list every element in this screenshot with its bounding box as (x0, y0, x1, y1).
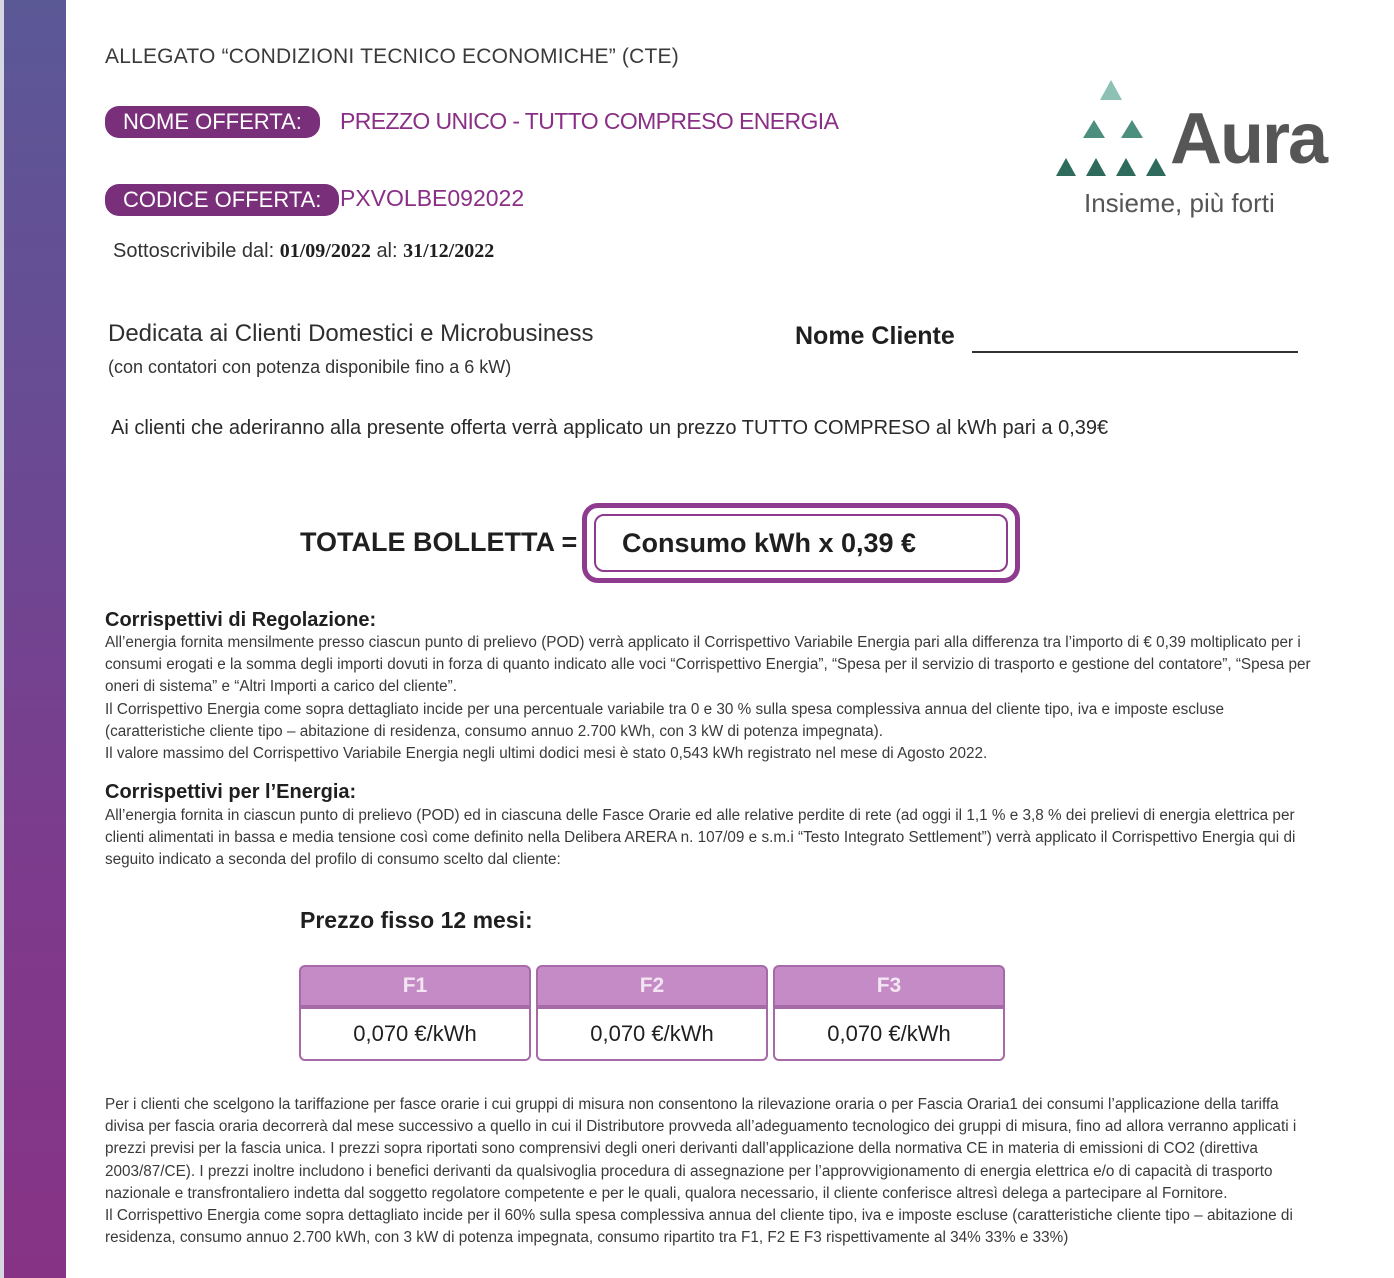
price-table-value-f3: 0,070 €/kWh (773, 1007, 1005, 1061)
regolazione-paragraph: Il valore massimo del Corrispettivo Variabile Energia negli ultimi dodici mesi è stato 0,543 kWh registrato nel mese di Agosto 2022. (105, 745, 988, 763)
totale-bolletta-label: TOTALE BOLLETTA = (300, 527, 578, 557)
regolazione-paragraph: Il Corrispettivo Energia come sopra dettagliato incide per una percentuale variabile tra 0 e 30 % sulla spesa complessiva annua del cliente tipo, iva e imposte escluse (caratteristiche cliente tipo – abitazione di residenza, consumo annuo 2.700 kWh, con 3 kW di potenza impegnata). (105, 700, 1224, 740)
triangles-icon (1050, 80, 1180, 190)
energia-paragraph: All’energia fornita in ciascun punto di prelievo (POD) ed in ciascuna delle Fasce Orarie ed alle relative perdite di rete (ad oggi il 1,1 % e 3,8 % dei prelievi di energia elettrica per clienti alimentati in bassa e media tensione così come definito nella Delibera ARERA n. 107/09 e s.m.i “Testo Integrato Settlement”) verrà applicato il Corrispettivo Energia qui di seguito indicato a seconda del profilo di consumo scelto dal cliente: (105, 807, 1296, 869)
price-table-header-f1: F1 (299, 965, 531, 1007)
prezzo-fisso-heading: Prezzo fisso 12 mesi: (300, 907, 533, 933)
offer-name-value: PREZZO UNICO - TUTTO COMPRESO ENERGIA (340, 108, 839, 134)
price-table-value-f2: 0,070 €/kWh (536, 1007, 768, 1061)
price-table (299, 965, 1009, 1062)
price-table-header-f2: F2 (536, 965, 768, 1007)
client-name-label: Nome Cliente (795, 322, 955, 350)
footer-paragraph: Per i clienti che scelgono la tariffazione per fasce orarie i cui gruppi di misura non consentono la rilevazione oraria o per Fascia Oraria1 dei consumi l’applicazione della tariffa divisa per fascia oraria decorrerà dal mese successivo a quello in cui il Distributore provveda all’adeguamento tecnologico dei gruppi di misura, fino ad allora verranno applicati i prezzi previsi per la fascia unica. I prezzi sopra riportati sono comprensivi degli oneri derivanti dall’applicazione della normativa CE in materia di emissioni di CO2 (direttiva 2003/87/CE). I prezzi inoltre includono i benefici derivanti da qualsivoglia procedura di assegnazione per l’approvvigionamento di energia elettrica e/o di capacità di trasporto nazionale e transfrontaliero indetta dal soggetto regolatore competente e per le quali, qualora necessario, il cliente conferisce altresì delega a partecipare al Fornitore. (105, 1096, 1297, 1202)
energia-heading: Corrispettivi per l’Energia: (105, 781, 357, 803)
validity-to: 31/12/2022 (403, 240, 495, 262)
energia-text (105, 805, 1320, 872)
logo-tagline: Insieme, più forti (1084, 188, 1275, 218)
aura-logo (1050, 80, 1350, 230)
intro-text: Ai clienti che aderiranno alla presente offerta verrà applicato un prezzo TUTTO COMPRESO al kWh pari a 0,39€ (111, 417, 1109, 439)
offer-name-label: NOME OFFERTA: (105, 106, 320, 138)
document-title: ALLEGATO “CONDIZIONI TECNICO ECONOMICHE” (CTE) (105, 45, 679, 68)
offer-code-label: CODICE OFFERTA: (105, 184, 339, 216)
logo-brand: Aura (1170, 99, 1327, 179)
validity-mid: al: (376, 240, 398, 262)
price-table-value-f1: 0,070 €/kWh (299, 1007, 531, 1061)
validity-period (113, 240, 494, 263)
regolazione-text (105, 632, 1320, 765)
regolazione-paragraph: All’energia fornita mensilmente presso ciascun punto di prelievo (POD) verrà applicato il Corrispettivo Variabile Energia pari alla differenza tra l’importo di € 0,39 moltiplicato per i consumi erogati e la somma degli importi dovuti in forza di quanto indicato alle voci “Corrispettivo Energia”, “Spesa per il servizio di trasporto e gestione del contatore”, “Spesa per oneri di sistema” e “Altri Importi a carico del cliente”. (105, 634, 1311, 696)
totale-formula: Consumo kWh x 0,39 € (594, 514, 1008, 572)
validity-prefix: Sottoscrivibile dal: (113, 240, 275, 262)
client-name-line (972, 351, 1298, 353)
footer-text (105, 1094, 1320, 1249)
validity-from: 01/09/2022 (279, 240, 371, 262)
footer-paragraph: Il Corrispettivo Energia come sopra dettagliato incide per il 60% sulla spesa complessiva annua del cliente tipo, iva e imposte escluse (caratteristiche cliente tipo – abitazione di residenza, consumo annuo 2.700 kWh, con 3 kW di potenza impegnata, consumo ripartito tra F1, F2 E F3 rispettivamente al 34% 33% e 33%) (105, 1207, 1293, 1247)
audience-title: Dedicata ai Clienti Domestici e Microbusiness (108, 320, 594, 347)
audience-subtitle: (con contatori con potenza disponibile fino a 6 kW) (108, 357, 512, 377)
decorative-sidebar-band (0, 0, 66, 1278)
price-table-header-f3: F3 (773, 965, 1005, 1007)
regolazione-heading: Corrispettivi di Regolazione: (105, 609, 377, 631)
offer-code-value: PXVOLBE092022 (340, 185, 525, 211)
sidebar-edge (0, 0, 4, 1278)
totale-formula-box (582, 503, 1020, 583)
